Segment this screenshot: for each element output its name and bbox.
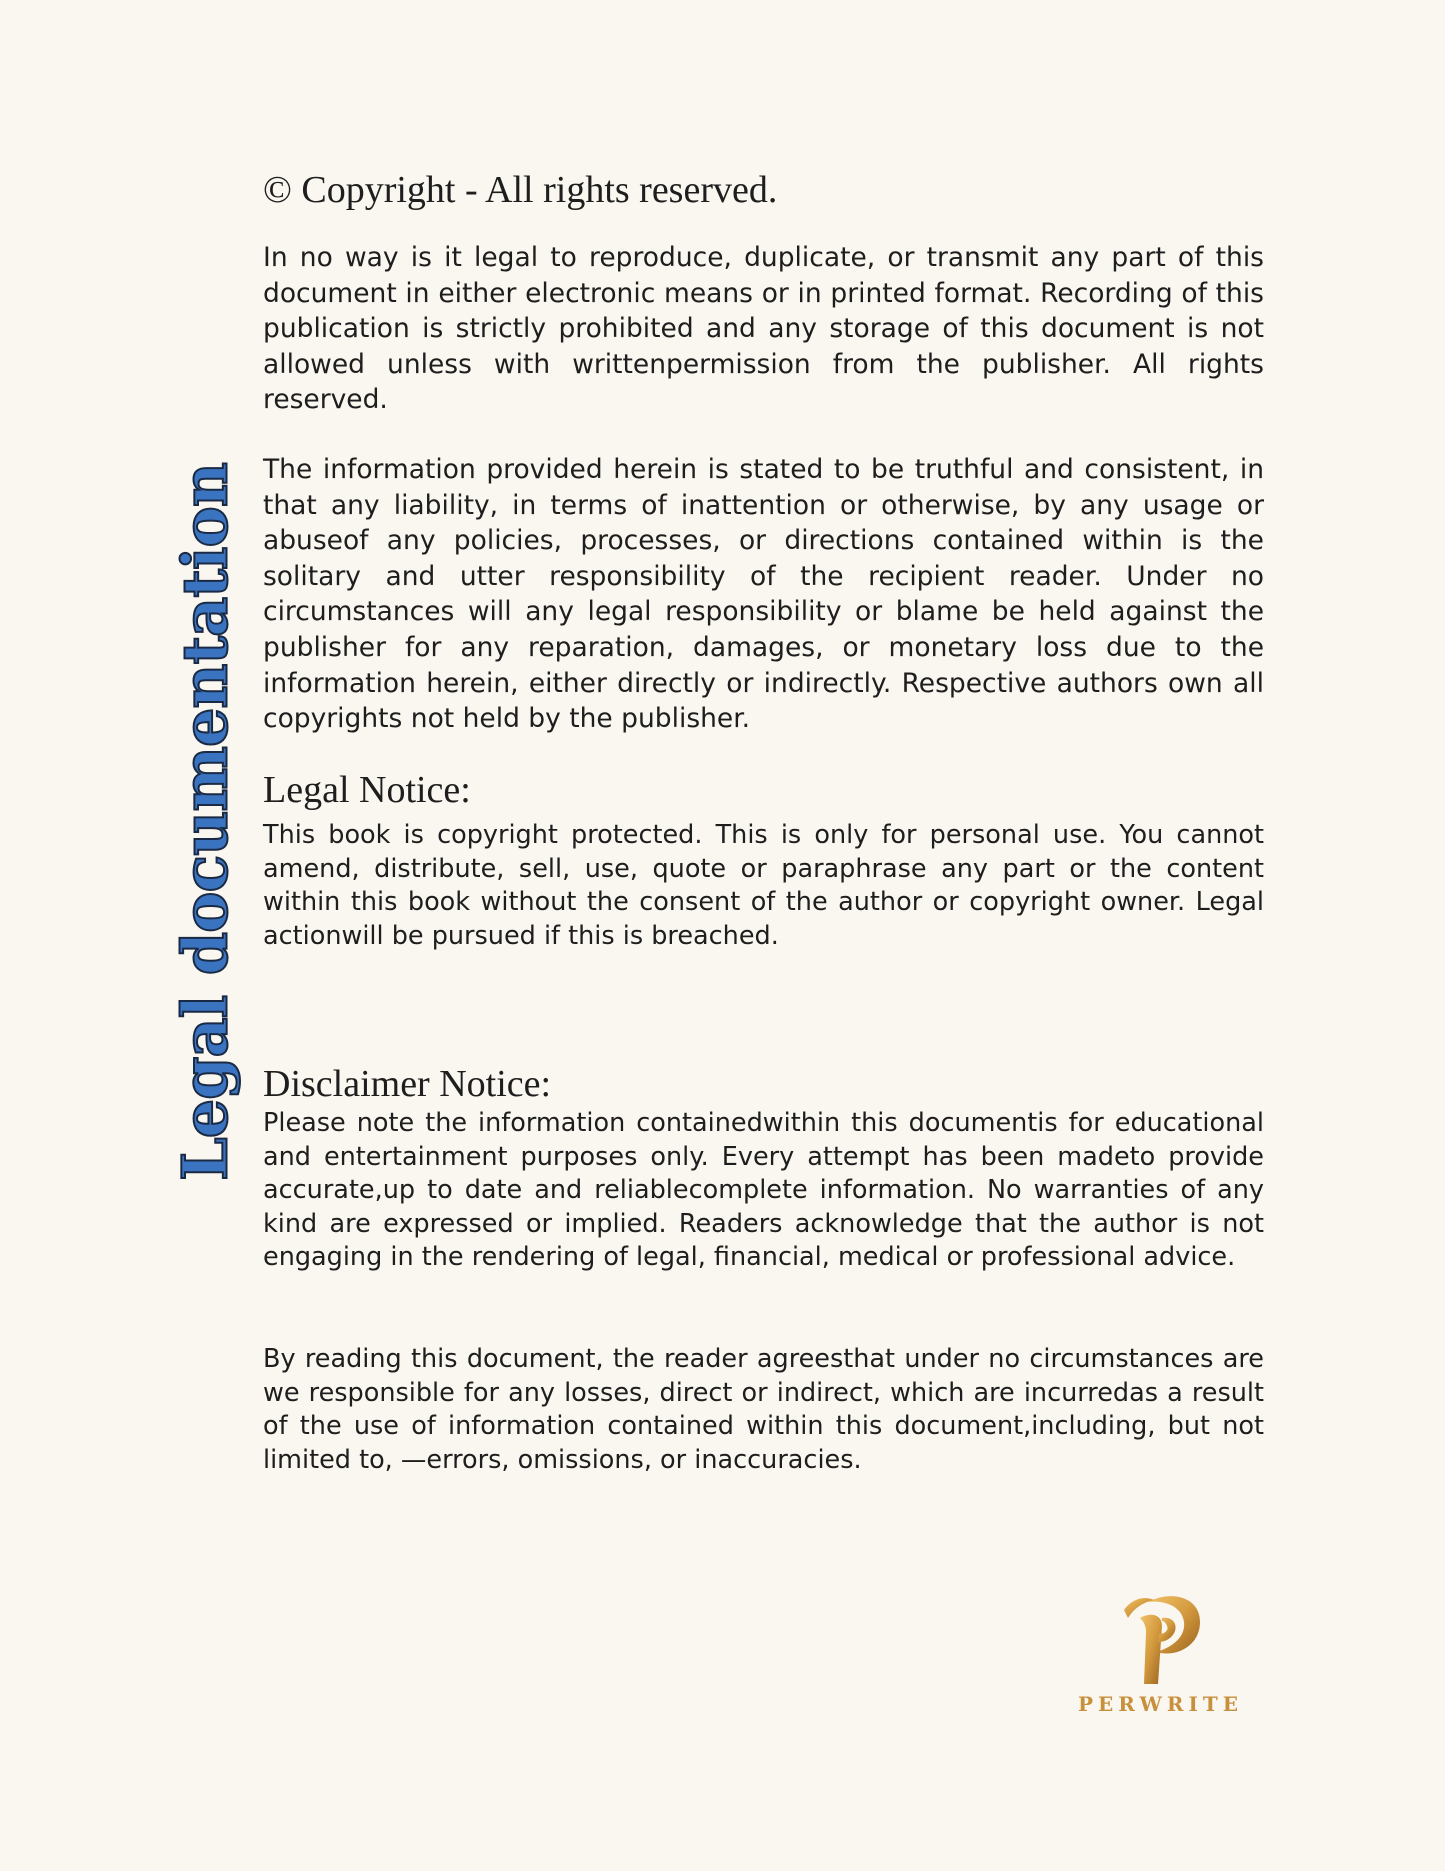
- copyright-heading: © Copyright - All rights reserved.: [263, 169, 778, 211]
- publisher-logo: [1068, 1588, 1253, 1723]
- disclaimer-paragraph-1: Please note the information containedwithin this documentis for educational and entertainment purposes only. Every attempt has been madeto provide accurate,up to date and reliablecomplete information. No warranties of any kind are expressed or implied. Readers acknowledge that the author is not engaging in the rendering of legal, financial, medical or professional advice.: [263, 1108, 1264, 1272]
- side-title: Legal documentation: [168, 463, 242, 1181]
- legal-notice-heading: Legal Notice:: [263, 769, 471, 811]
- disclaimer-notice-heading: Disclaimer Notice:: [263, 1063, 552, 1105]
- perwrite-p-logo-icon: [1118, 1588, 1208, 1688]
- copyright-paragraph-2: The information provided herein is stated to be truthful and consistent, in that any liability, in terms of inattention or otherwise, by any usage or abuseof any policies, processes, or directions contained within is the solitary and utter responsibility of the recipient reader. Under no circumstances will any legal responsibility or blame be held against the publisher for any reparation, damages, or monetary loss due to the information herein, either directly or indirectly. Respective authors own all copyrights not held by the publisher.: [263, 454, 1264, 735]
- legal-notice-text: This book is copyright protected. This is only for personal use. You cannot amend, distribute, sell, use, quote or paraphrase any part or the content within this book without the consent of the author or copyright owner. Legal actionwill be pursued if this is breached.: [263, 820, 1264, 951]
- logo-wordmark: PERWRITE: [1077, 1692, 1244, 1716]
- copyright-paragraph-1: In no way is it legal to reproduce, duplicate, or transmit any part of this document in either electronic means or in printed format. Recording of this publication is strictly prohibited and any storage of this document is not allowed unless with writtenpermission from the publisher. All rights reserved.: [263, 242, 1264, 416]
- disclaimer-paragraph-2: By reading this document, the reader agreesthat under no circumstances are we responsible for any losses, direct or indirect, which are incurredas a result of the use of information contained within this document,including, but not limited to, —errors, omissions, or inaccuracies.: [263, 1344, 1264, 1475]
